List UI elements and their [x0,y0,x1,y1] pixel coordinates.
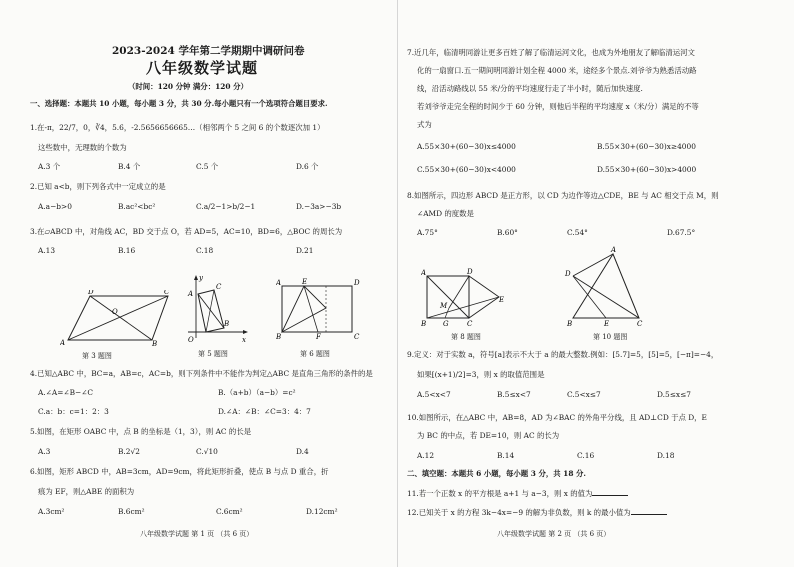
page-2-footer: 八年级数学试题 第 2 页 （共 6 页） [497,530,611,538]
exam-info: （时间：120 分钟 满分：120 分） [128,82,248,91]
q12-answer-blank[interactable] [631,507,667,515]
q11-answer-blank[interactable] [592,488,628,496]
fig3-label-c: C [164,290,170,296]
fig8-label-a: A [421,269,427,277]
q3-stem: 3.在▱ABCD 中，对角线 AC，BD 交于点 O，若 AD=5，AC=10，BD=6，△BOC 的周长为 [30,227,343,236]
q5-option-d: D.4 [296,447,309,456]
fig10-label-b: B [567,320,573,328]
q6-option-a: A.3cm² [38,507,65,516]
q5-stem: 5.如图，在矩形 OABC 中，点 B 的坐标是（1，3），则 AC 的长是 [30,427,252,436]
fig3-label-b: B [152,340,158,346]
q2-option-a: A.a−b>0 [38,202,72,211]
q4-option-a: A.∠A=∠B−∠C [38,388,94,397]
q10-option-d: D.18 [657,451,675,460]
exam-subject: 八年级数学试题 [146,59,259,77]
figure-6 [276,278,360,340]
q8-line-1: 8.如图所示，四边形 ABCD 是正方形，以 CD 为边作等边△CDE，BE 与 AC 相交于点 M，则 [407,191,719,200]
figure-3-caption: 第 3 题图 [82,352,112,360]
q8-line-2: ∠AMD 的度数是 [417,209,474,218]
fig10-label-c: C [637,320,643,328]
q10-option-c: C.16 [577,451,595,460]
q2-option-d: D.−3a>−3b [296,202,342,211]
fig8-label-m: M [440,302,448,310]
q6-option-b: B.6cm² [118,507,145,516]
q3-option-a: A.13 [38,246,56,255]
page-1-footer: 八年级数学试题 第 1 页 （共 6 页） [140,530,254,538]
fig6-label-e: E [302,278,308,286]
q9-line-2: 如果[(x+1)/2]=3，则 x 的取值范围是 [417,370,545,379]
figure-5-caption: 第 5 题图 [198,350,228,358]
q6-option-c: C.6cm² [216,507,243,516]
q7-line-3: 线，沿活动路线以 55 米/分的平均速度行走了半小时，随后加快速度. [417,84,643,93]
q10-line-2: 为 BC 的中点，若 DE=10，则 AC 的长为 [417,431,560,440]
fig10-label-d: D [565,270,571,278]
section-1-heading: 一、选择题：本题共 10 小题，每小题 3 分，共 30 分.每小题只有一个选项符合题目要求. [30,99,328,108]
q1-option-c: C.5 个 [196,162,219,171]
fig8-label-g: G [443,320,449,328]
q9-option-d: D.5≤x≤7 [657,390,691,399]
q4-stem: 4.已知△ABC 中，BC=a，AB=c，AC=b，则下列条件中不能作为判定△ABC 是直角三角形的条件的是 [30,369,373,378]
q10-option-a: A.12 [417,451,435,460]
q9-line-1: 9.定义：对于实数 a，符号[a]表示不大于 a 的最大整数.例如：[5.7]=5，[5]=5，[−π]=−4， [407,350,719,359]
q4-option-b: B.（a+b）（a−b）=c² [218,388,296,397]
q7-option-a: A.55×30+(60−30)x≤4000 [417,142,516,151]
q4-option-d: D.∠A：∠B：∠C=3：4：7 [218,407,311,416]
q8-option-a: A.75° [417,228,438,237]
fig5-label-x: x [242,336,246,344]
q11-text: 11.若一个正数 x 的平方根是 a+1 与 a−3，则 x 的值为 [407,489,593,498]
figure-5 [184,272,250,346]
q7-option-b: B.55×30+(60−30)x≥4000 [597,142,696,151]
figure-3 [60,290,172,346]
fig6-label-a: A [276,279,282,287]
q8-option-b: B.60° [497,228,518,237]
figure-8-caption: 第 8 题图 [451,333,481,341]
q7-line-1: 7.近几年，临清明同游让更多百姓了解了临清运河文化，也成为外地朋友了解临清运河文 [407,48,695,57]
q6-stem: 6.如图，矩形 ABCD 中，AB=3cm，AD=9cm，将此矩形折叠，使点 B 与点 D 重合，折 [30,467,329,476]
figure-6-caption: 第 6 题图 [300,350,330,358]
fig8-label-c: C [467,320,473,328]
q1-option-a: A.3 个 [38,162,61,171]
fig6-label-b: B [276,333,282,340]
fig3-label-o: O [112,308,118,316]
q5-option-a: A.3 [38,447,51,456]
q7-line-2: 化的一扇窗口.五一期间明同游计划全程 4000 米，途经多个景点.刘爷爷为熟悉活动路 [417,66,697,75]
figure-10 [563,246,647,328]
q2-option-b: B.ac²<bc² [118,202,156,211]
q12-line [407,507,667,518]
q8-option-d: D.67.5° [667,228,696,237]
q1-stem: 1.在-π，22/7，0，∛4，5.6，-2.5656656665…（相邻两个 5 之间 6 的个数逐次加 1） [30,123,325,132]
q1-option-b: B.4 个 [118,162,141,171]
q1-stem-cont: 这些数中，无理数的个数为 [38,143,127,152]
section-2-heading: 二、填空题：本题共 6 小题，每小题 3 分，共 18 分. [407,469,587,478]
q3-option-d: D.21 [296,246,314,255]
q10-option-b: B.14 [497,451,515,460]
q12-text: 12.已知关于 x 的方程 3k−4x=−9 的解为非负数，则 k 的最小值为 [407,508,631,517]
q7-option-d: D.55×30+(60−30)x>4000 [597,165,697,174]
q7-line-5: 式为 [417,120,432,129]
q9-option-b: B.5≤x<7 [497,390,531,399]
q3-option-b: B.16 [118,246,136,255]
q8-option-c: C.54° [567,228,588,237]
fig10-label-e: E [604,320,610,328]
q7-option-c: C.55×30+(60−30)x<4000 [417,165,516,174]
q6-stem-cont: 痕为 EF，则△ABE 的面积为 [38,487,135,496]
q6-option-d: D.12cm² [306,507,338,516]
q9-option-a: A.5<x<7 [417,390,451,399]
fig5-label-a: A [188,290,194,298]
q9-option-c: C.5<x≤7 [567,390,601,399]
fig6-label-f: F [316,333,321,340]
q3-option-c: C.18 [196,246,214,255]
q11-line [407,488,628,499]
q10-line-1: 10.如图所示，在△ABC 中，AB=8，AD 为∠BAC 的外角平分线，且 AD⊥CD 于点 D，E [407,413,707,422]
q5-option-b: B.2√2 [118,447,140,456]
figure-10-caption: 第 10 题图 [593,333,628,341]
fig5-label-b: B [224,320,230,328]
fig10-label-a: A [611,246,617,254]
fig5-label-y: y [199,274,203,282]
fig8-label-b: B [421,320,427,328]
figure-8 [421,268,505,328]
q5-option-c: C.√10 [196,447,218,456]
q4-option-c: C.a：b：c=1：2：3 [38,407,109,416]
q2-stem: 2.已知 a<b，则下列各式中一定成立的是 [30,182,166,191]
q7-line-4: 若刘爷爷走完全程的时间少于 60 分钟，则他后半程的平均速度 x（米/分）满足的不等 [417,102,699,111]
fig8-label-e: E [499,296,505,304]
fig5-label-o: O [188,336,194,344]
fig8-label-d: D [467,268,473,276]
fig5-label-c: C [216,283,222,291]
q2-option-c: C.a/2−1>b/2−1 [196,202,256,211]
page-2 [397,0,794,567]
fig3-label-a: A [60,339,66,346]
fig6-label-d: D [354,279,360,287]
fig6-label-c: C [354,333,360,340]
q1-option-d: D.6 个 [296,162,319,171]
fig3-label-d: D [88,290,94,296]
exam-title: 2023-2024 学年第二学期期中调研问卷 [112,45,305,57]
